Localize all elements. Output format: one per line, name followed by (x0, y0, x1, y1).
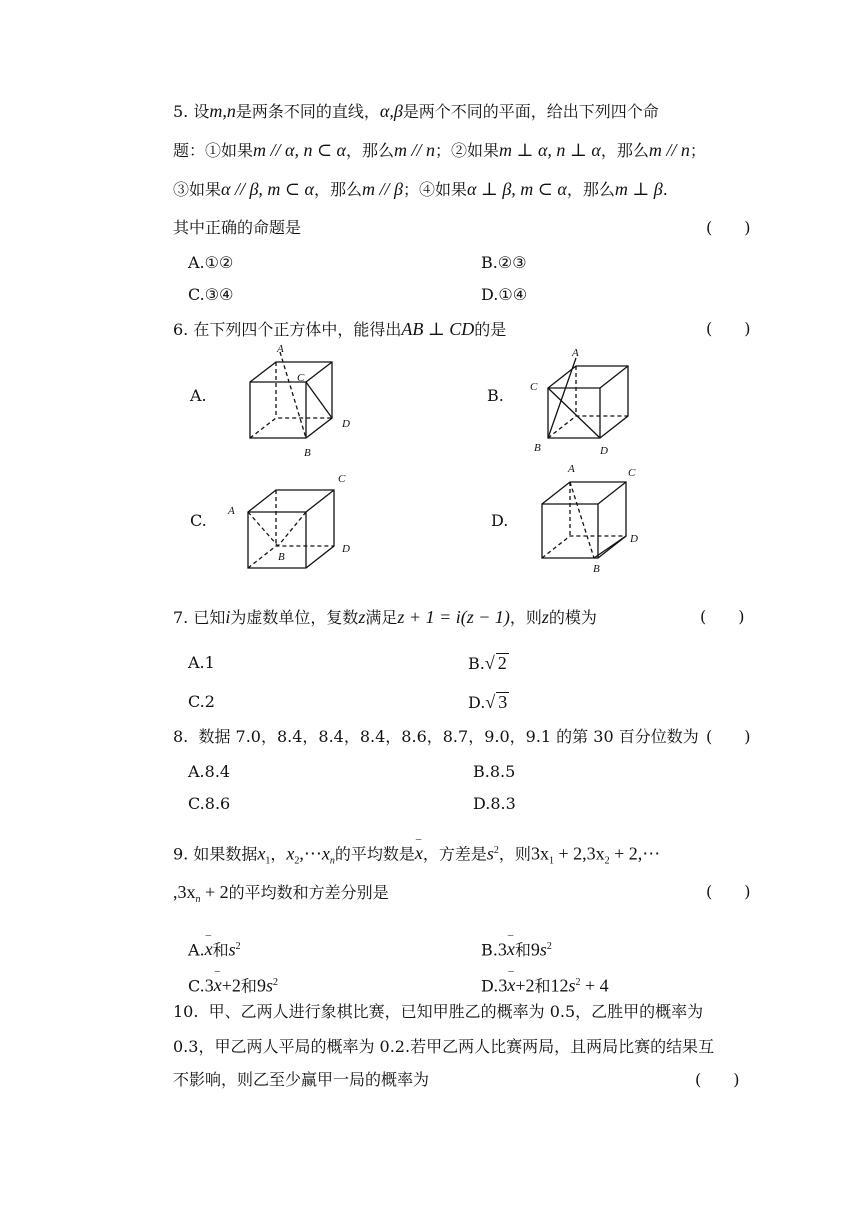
cube-c-point-d: D (342, 543, 350, 555)
q8-option-d: D.8.3 (473, 794, 516, 813)
cube-b-point-d: D (600, 445, 608, 457)
cube-c-point-c: C (338, 473, 346, 485)
q9-option-d: D.3– x+2和$12s^2 + 4$ (481, 972, 609, 997)
q7-option-d: D.√ 3 (468, 692, 508, 712)
q6-label-c: C. (190, 511, 207, 530)
q9-option-b: B.3– x和$9s^2$ (481, 936, 552, 961)
cube-d-point-b: B (593, 563, 600, 575)
q10-line1: 10. 甲、乙两人进行象棋比赛，已知甲胜乙的概率为 0.5，乙胜甲的概率为 (173, 1002, 704, 1021)
q5-line2: 题：①如果m // α, n ⊂ α，那么m // n；②如果m ⊥ α, n ⊥ α，那么m // n； (173, 140, 706, 160)
q8-stem: 8. 数据 7.0，8.4，8.4，8.4，8.6，8.7，9.0，9.1 的第 30 百分位数为 (173, 727, 699, 746)
cube-figure-b (528, 344, 648, 460)
q7-answer-paren: ( ) (700, 607, 745, 626)
q8-answer-paren: ( ) (706, 727, 751, 746)
cube-d-point-c: C (628, 467, 636, 479)
q6-label-d: D. (491, 511, 509, 530)
cube-figure-d (530, 462, 650, 578)
q9-option-c: C.3– x+2和$9s^2$ (188, 972, 278, 997)
q6-label-b: B. (487, 386, 504, 405)
q9-line1: 9. 如果数据$x_1$，$x_2,\cdots x_n$的平均数是– x，方差是$s^2$，则$3x_1 + 2,3x_2$ + 2,⋯ (173, 840, 660, 873)
q5-option-d: D.①④ (481, 285, 528, 304)
q10-answer-paren: ( ) (695, 1070, 740, 1089)
cube-a-point-c: C (297, 372, 305, 384)
cube-figure-c (226, 470, 356, 570)
q7-option-c: C.2 (188, 692, 215, 711)
q9-option-a: A.– x和$s^2$ (188, 936, 241, 961)
q6-answer-paren: ( ) (706, 319, 751, 338)
q5-option-c: C.③④ (188, 285, 234, 304)
cube-b-point-b: B (534, 442, 541, 454)
q6-label-a: A. (190, 386, 207, 405)
cube-c-point-b: B (278, 551, 285, 563)
cube-figure-a (240, 340, 360, 462)
q9-answer-paren: ( ) (706, 882, 751, 901)
q10-line2: 0.3，甲乙两人平局的概率为 0.2.若甲乙两人比赛两局，且两局比赛的结果互 (173, 1037, 715, 1056)
cube-a-point-d: D (342, 418, 350, 430)
q6-stem: 6. 在下列四个正方体中，能得出AB ⊥ CD的是 (173, 319, 507, 339)
cube-d-point-d: D (630, 533, 638, 545)
q7-option-a: A.1 (188, 653, 215, 672)
cube-a-point-a: A (277, 343, 284, 355)
q8-option-c: C.8.6 (188, 794, 231, 813)
cube-c-point-a: A (228, 505, 235, 517)
cube-b-point-c: C (530, 381, 538, 393)
q8-option-b: B.8.5 (473, 762, 516, 781)
q10-line3: 不影响，则乙至少赢甲一局的概率为 (173, 1070, 430, 1089)
q7-stem: 7. 已知i为虚数单位，复数z满足z + 1 = i(z − 1)，则z的模为 (173, 607, 597, 627)
q5-option-b: B.②③ (481, 253, 527, 272)
cube-b-point-a: A (572, 347, 579, 359)
q5-answer-paren: ( ) (706, 218, 751, 237)
cube-d-point-a: A (568, 463, 575, 475)
q5-option-a: A.①② (188, 253, 234, 272)
cube-a-point-b: B (304, 447, 311, 459)
q7-option-b: B.√ 2 (468, 653, 507, 673)
q8-option-a: A.8.4 (188, 762, 231, 781)
q9-line2: $,3x_n + 2$的平均数和方差分别是 (173, 882, 389, 906)
q5-line1: 5. 设m,n是两条不同的直线，α,β是两个不同的平面，给出下列四个命 (173, 101, 659, 121)
q5-question: 其中正确的命题是 (173, 218, 302, 237)
q5-line3: ③如果α // β, m ⊂ α，那么m // β；④如果α ⊥ β, m ⊂ α，那么m ⊥ β. (173, 179, 668, 199)
